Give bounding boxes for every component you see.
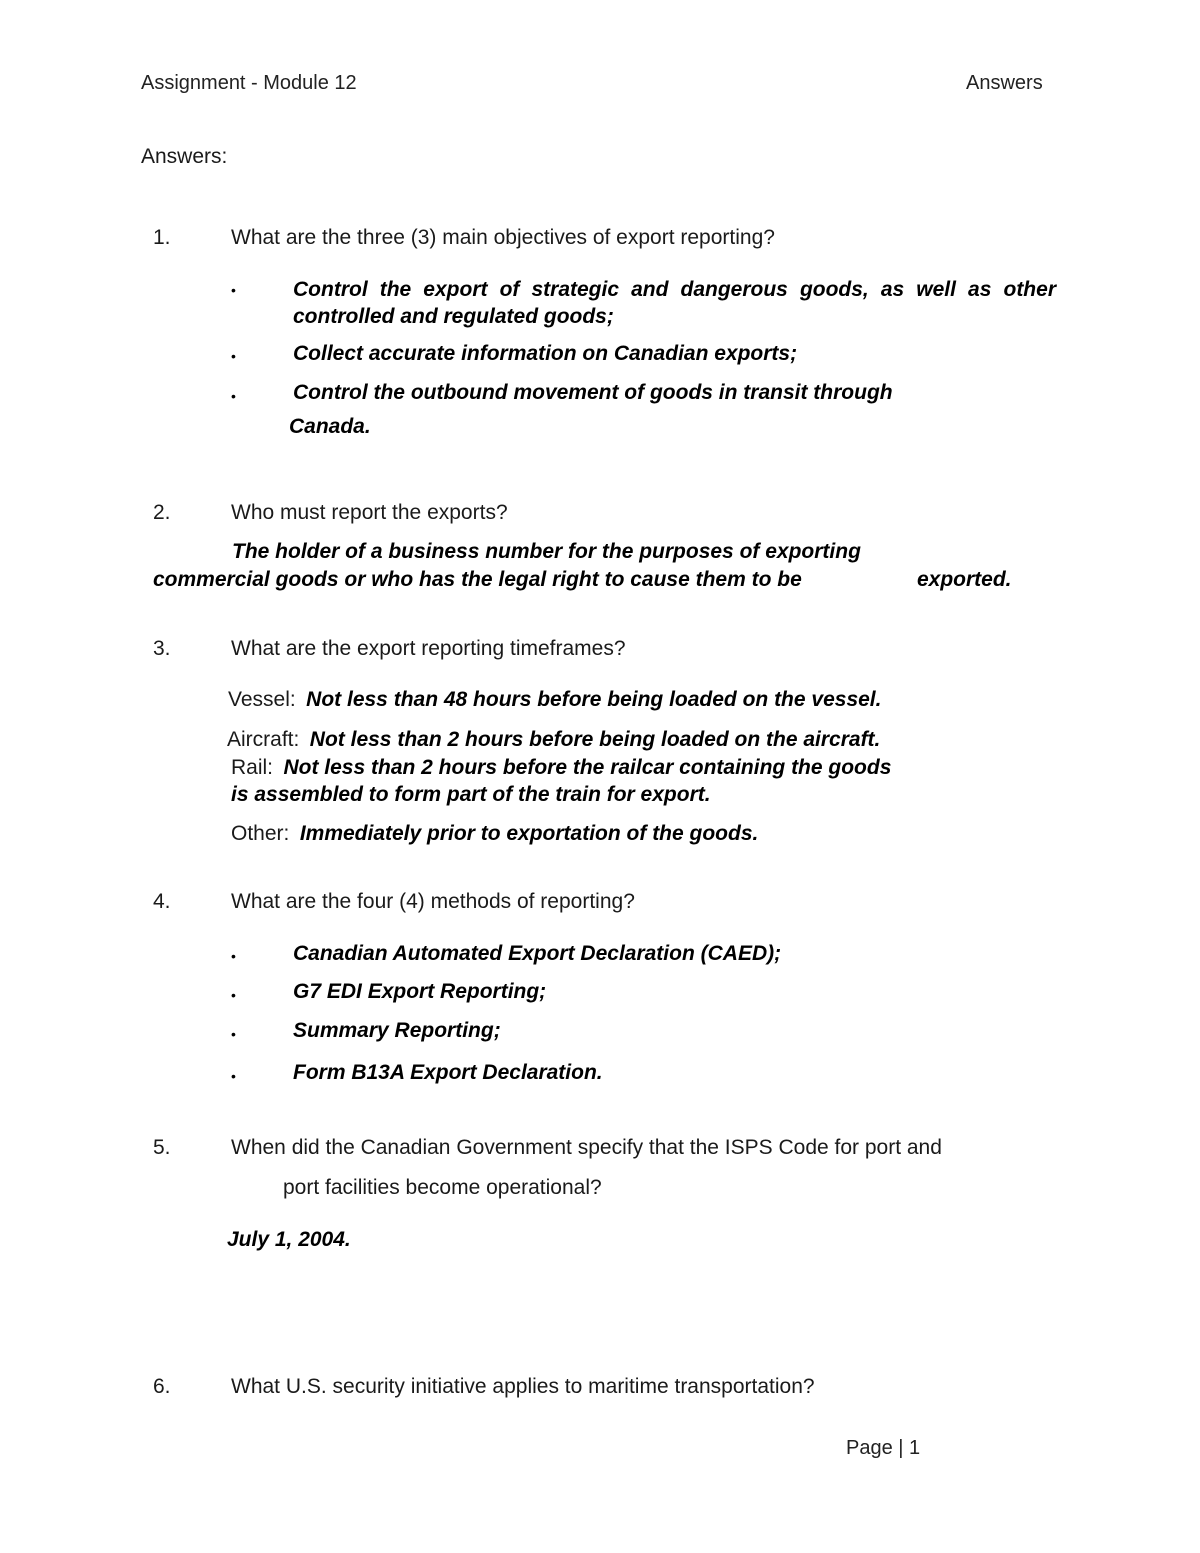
q2-answer-line-1: The holder of a business number for the purposes of exporting: [232, 540, 861, 563]
vessel-label: Vessel:: [228, 688, 296, 711]
q3-vessel-row: [228, 688, 881, 712]
rail-answer-line-1: Not less than 2 hours before the railcar containing the goods: [283, 756, 892, 779]
q5-number: 5.: [153, 1136, 171, 1159]
q2-question: Who must report the exports?: [231, 501, 508, 524]
q1-bullet-3-continued: Canada.: [289, 415, 371, 438]
q4-bullet-4: Form B13A Export Declaration.: [293, 1061, 603, 1084]
q3-aircraft-row: [227, 728, 880, 752]
header-right: Answers: [966, 72, 1043, 94]
q6-number: 6.: [153, 1375, 171, 1398]
q1-bullet-1: Control the export of strategic and dangerous goods, as well as other controlled and regulated goods;: [293, 278, 1056, 328]
vessel-answer: Not less than 48 hours before being loaded on the vessel.: [306, 688, 882, 711]
rail-answer-line-2: is assembled to form part of the train for export.: [231, 783, 711, 806]
bullet-icon: •: [231, 282, 236, 298]
q3-rail-row: [231, 756, 891, 780]
q5-question-line-1: When did the Canadian Government specify that the ISPS Code for port and: [231, 1136, 942, 1159]
q2-answer-line-2: commercial goods or who has the legal right to cause them to be: [153, 568, 802, 591]
aircraft-answer: Not less than 2 hours before being loaded on the aircraft.: [309, 728, 881, 751]
q3-number: 3.: [153, 637, 171, 660]
q2-answer-line-2-end: exported.: [917, 568, 1012, 591]
q3-other-row: [231, 822, 758, 846]
bullet-icon: •: [231, 348, 236, 364]
q1-bullet-2: Collect accurate information on Canadian exports;: [293, 342, 798, 365]
header-left: Assignment - Module 12: [141, 72, 357, 94]
q2-number: 2.: [153, 501, 171, 524]
rail-label: Rail:: [231, 756, 274, 779]
q4-bullet-1: Canadian Automated Export Declaration (CAED);: [293, 942, 782, 965]
aircraft-label: Aircraft:: [227, 728, 300, 751]
q4-bullet-2: G7 EDI Export Reporting;: [293, 980, 547, 1003]
q4-question: What are the four (4) methods of reporting?: [231, 890, 635, 913]
q3-question: What are the export reporting timeframes?: [231, 637, 626, 660]
bullet-icon: •: [231, 1068, 236, 1084]
q6-question: What U.S. security initiative applies to maritime transportation?: [231, 1375, 815, 1398]
q5-question-line-2: port facilities become operational?: [283, 1176, 602, 1199]
q1-question: What are the three (3) main objectives of export reporting?: [231, 226, 775, 249]
bullet-icon: •: [231, 388, 236, 404]
q4-number: 4.: [153, 890, 171, 913]
page-number: Page | 1: [846, 1437, 921, 1459]
answers-heading: Answers:: [141, 145, 228, 168]
other-label: Other:: [231, 822, 290, 845]
q1-number: 1.: [153, 226, 171, 249]
bullet-icon: •: [231, 1026, 236, 1042]
q1-bullet-3: Control the outbound movement of goods in transit through: [293, 381, 893, 404]
other-answer: Immediately prior to exportation of the goods.: [299, 822, 759, 845]
bullet-icon: •: [231, 987, 236, 1003]
q5-answer: July 1, 2004.: [227, 1228, 351, 1251]
q4-bullet-3: Summary Reporting;: [293, 1019, 501, 1042]
bullet-icon: •: [231, 948, 236, 964]
